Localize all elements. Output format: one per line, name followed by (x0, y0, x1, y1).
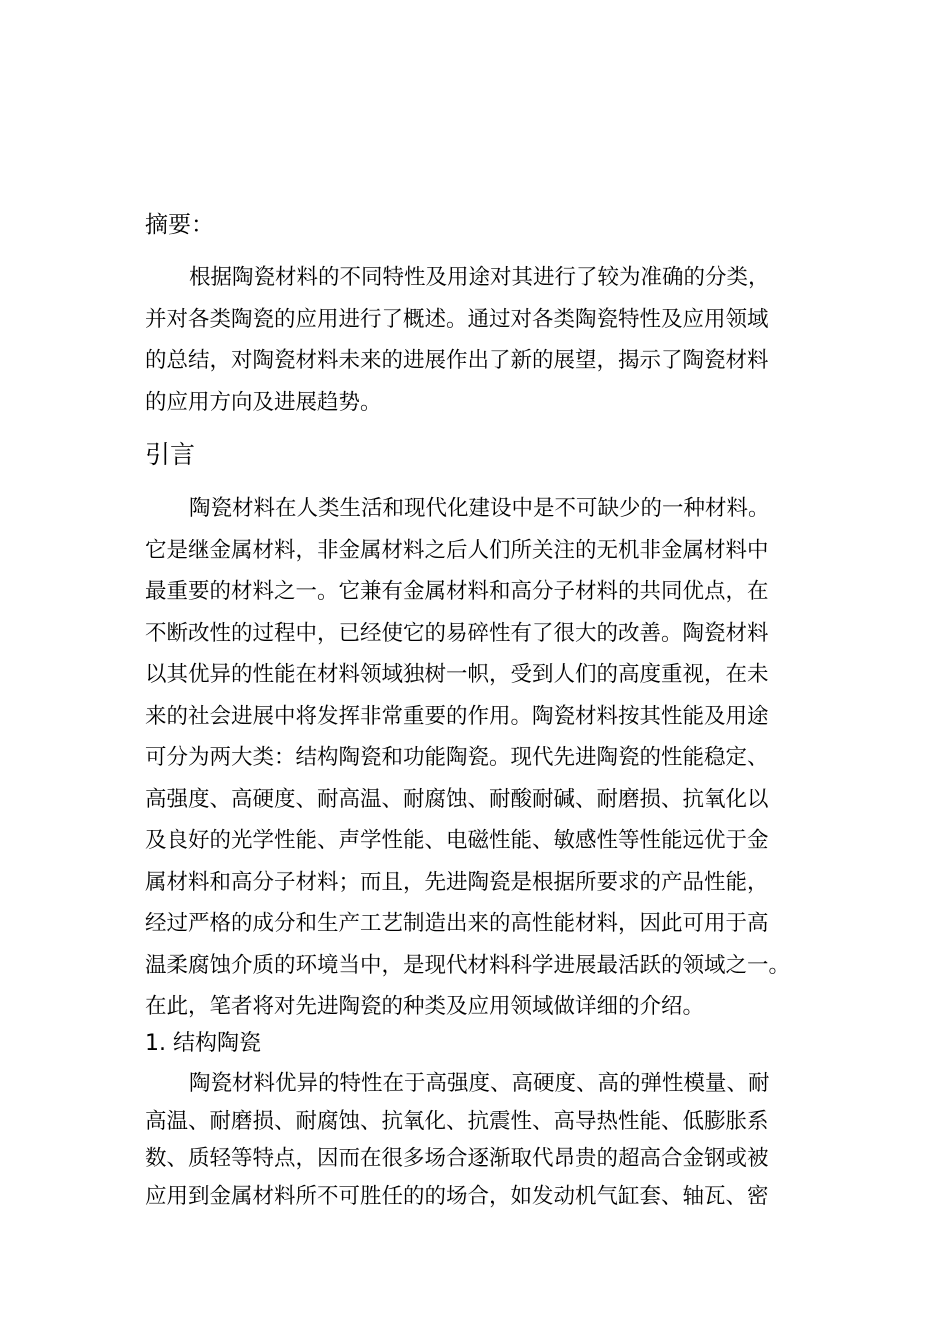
abstract-heading: 摘要： (145, 212, 214, 238)
text-line: 高温、耐磨损、耐腐蚀、抗氧化、抗震性、高导热性能、低膨胀系 (145, 1108, 769, 1134)
text-line: 数、质轻等特点，因而在很多场合逐渐取代昂贵的超高合金钢或被 (145, 1146, 769, 1171)
section-1-heading: 1. 结构陶瓷 (145, 1031, 261, 1056)
text-line: 来的社会进展中将发挥非常重要的作用。陶瓷材料按其性能及用途 (145, 703, 769, 729)
text-line: 经过严格的成分和生产工艺制造出来的高性能材料，因此可用于高 (145, 911, 769, 936)
section-1-paragraph (145, 1065, 825, 1215)
text-line: 可分为两大类：结构陶瓷和功能陶瓷。现代先进陶瓷的性能稳定、 (145, 745, 769, 770)
text-line: 陶瓷材料优异的特性在于高强度、高硬度、高的弹性模量、耐 (189, 1071, 770, 1096)
text-line: 的应用方向及进展趋势。 (145, 389, 382, 415)
text-line: 以其优异的性能在材料领域独树一帜，受到人们的高度重视，在未 (145, 662, 769, 687)
text-line: 不断改性的过程中，已经使它的易碎性有了很大的改善。陶瓷材料 (145, 620, 769, 646)
text-line: 在此，笔者将对先进陶瓷的种类及应用领域做详细的介绍。 (145, 994, 705, 1019)
intro-paragraph (145, 488, 825, 1028)
text-line: 及良好的光学性能、声学性能、电磁性能、敏感性等性能远优于金 (145, 828, 769, 853)
text-line: 根据陶瓷材料的不同特性及用途对其进行了较为准确的分类， (189, 265, 770, 290)
text-line: 它是继金属材料，非金属材料之后人们所关注的无机非金属材料中 (145, 537, 769, 563)
intro-heading: 引言 (145, 440, 196, 469)
abstract-paragraph (145, 257, 825, 423)
text-line: 并对各类陶瓷的应用进行了概述。通过对各类陶瓷特性及应用领域 (145, 306, 769, 332)
text-line: 高强度、高硬度、耐高温、耐腐蚀、耐酸耐碱、耐磨损、抗氧化以 (145, 786, 769, 812)
text-line: 最重要的材料之一。它兼有金属材料和高分子材料的共同优点，在 (145, 579, 769, 604)
text-line: 属材料和高分子材料；而且，先进陶瓷是根据所要求的产品性能， (145, 869, 769, 895)
text-line: 温柔腐蚀介质的环境当中，是现代材料科学进展最活跃的领域之一。 (145, 952, 791, 978)
text-line: 应用到金属材料所不可胜任的的场合，如发动机气缸套、轴瓦、密 (145, 1183, 769, 1209)
text-line: 的总结，对陶瓷材料未来的进展作出了新的展望，揭示了陶瓷材料 (145, 348, 769, 373)
text-line: 陶瓷材料在人类生活和现代化建设中是不可缺少的一种材料。 (189, 496, 770, 521)
